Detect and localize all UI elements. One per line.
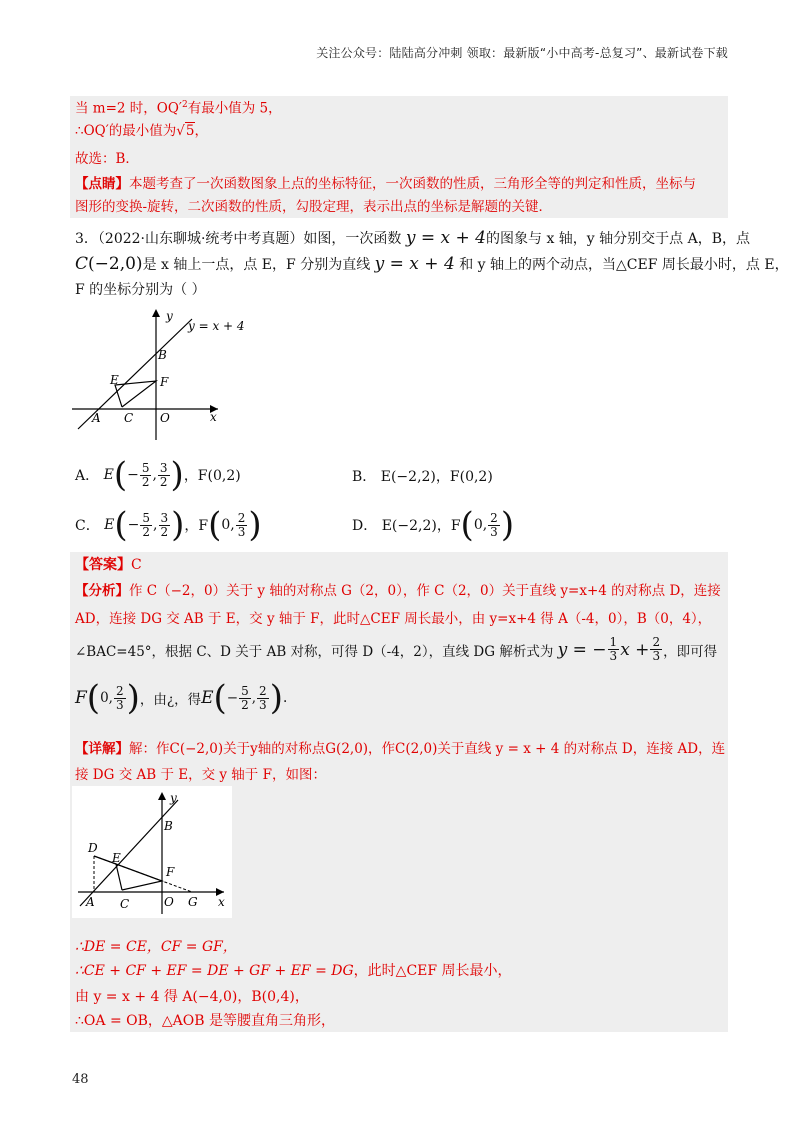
option-a: A． E ( − $\frac{5}{2}$ , $\frac{3}{2}$ ) ，F(0,2) xyxy=(75,455,241,495)
option-b: B． E(−2,2)，F(0,2) xyxy=(352,469,493,485)
triangle-cef xyxy=(115,381,156,407)
x-label: x xyxy=(218,895,225,909)
analysis-line-1: 【分析】作 C（−2，0）关于 y 轴的对称点 G（2，0），作 C（2，0）关于直线 y=x+4 的对称点 D，连接 xyxy=(75,583,721,599)
answer-line: 【答案】C xyxy=(75,557,142,573)
option-c: C． E ( − $\frac{5}{2}$ , $\frac{3}{2}$ ) ，F ( 0, $\frac{2}{3}$ ) xyxy=(75,505,262,545)
question-line-3: F 的坐标分别为（ ） xyxy=(75,282,206,298)
point-b-label: B xyxy=(164,819,173,833)
analysis-line-3: ∠BAC=45°，根据 C、D 关于 AB 对称，可得 D（-4，2），直线 DG 解析式为 y = − $\frac{1}{3}$ x + $\frac{2}{3}$ ，即可得 xyxy=(75,635,718,663)
step-line-3: 由 y = x + 4 得 A(−4,0)，B(0,4)， xyxy=(75,989,309,1005)
page-header: 关注公众号：陆陆高分冲刺 领取：最新版“小中高考-总复习”、最新试卷下载 xyxy=(316,46,728,60)
analysis-line-4: F ( 0, $\frac{2}{3}$ ) ，由¿，得 E ( − $\frac{5}{2}$ , $\frac{2}{3}$ ) . xyxy=(75,678,288,718)
point-e-label: E xyxy=(110,373,119,387)
point-e-label: E xyxy=(112,851,121,865)
solution-comment-line-1: 【点睛】本题考查了一次函数图象上点的坐标特征，一次函数的性质，三角形全等的判定和性质，坐标与 xyxy=(75,176,696,192)
step-line-4: ∴OA = OB，△AOB 是等腰直角三角形， xyxy=(75,1013,335,1029)
step-line-2: ∴CE + CF + EF = DE + GF + EF = DG，此时△CEF 周长最小， xyxy=(75,963,512,979)
point-a-label: A xyxy=(86,895,95,909)
detail-figure xyxy=(72,786,232,918)
detail-line-1: 【详解】解：作C(−2,0)关于y轴的对称点G(2,0)，作C(2,0)关于直线 y = x + 4 的对称点 D，连接 AD，连 xyxy=(75,741,726,757)
y-label: y xyxy=(170,791,177,805)
point-f-label: F xyxy=(166,865,175,879)
y-label: y xyxy=(166,309,173,323)
analysis-line-2: AD，连接 DG 交 AB 于 E，交 y 轴于 F，此时△CEF 周长最小，由 y=x+4 得 A（-4，0），B（0，4）， xyxy=(75,611,712,627)
point-a-label: A xyxy=(92,411,101,425)
solution-comment-line-2: 图形的变换-旋转，二次函数的性质，勾股定理，表示出点的坐标是解题的关键． xyxy=(75,199,553,215)
point-c-label: C xyxy=(120,897,130,911)
question-figure xyxy=(70,305,260,445)
point-f-label: F xyxy=(160,375,169,389)
point-o-label: O xyxy=(160,411,170,425)
solution-line-1: 当 m=2 时，$OQ'^2$有最小值为 5， xyxy=(75,100,282,117)
point-g-label: G xyxy=(188,895,198,909)
point-b-label: B xyxy=(158,348,167,362)
step-line-1: ∴DE = CE，CF = GF， xyxy=(75,939,237,955)
page-number: 48 xyxy=(72,1072,89,1087)
point-d-label: D xyxy=(88,841,98,855)
solution-line-2: ∴OQ′的最小值为√5， xyxy=(75,123,208,139)
line-label: y = x + 4 xyxy=(188,319,245,333)
y-axis-arrow xyxy=(152,309,160,317)
point-c-label: C xyxy=(124,411,134,425)
x-label: x xyxy=(210,410,217,424)
solution-line-3: 故选：B． xyxy=(75,151,139,167)
point-o-label: O xyxy=(164,895,174,909)
detail-line-2: 接 DG 交 AB 于 E，交 y 轴于 F，如图： xyxy=(75,767,326,783)
question-line-1: 3．（2022·山东聊城·统考中考真题）如图，一次函数 y = x + 4的图象与 x 轴，y 轴分别交于点 A，B，点 xyxy=(75,228,751,248)
question-line-2: C(−2,0)是 x 轴上一点，点 E，F 分别为直线 y = x + 4 和 y 轴上的两个动点，当△CEF 周长最小时，点 E， xyxy=(75,254,789,274)
option-d: D． E(−2,2)，F ( 0, $\frac{2}{3}$ ) xyxy=(352,505,515,545)
